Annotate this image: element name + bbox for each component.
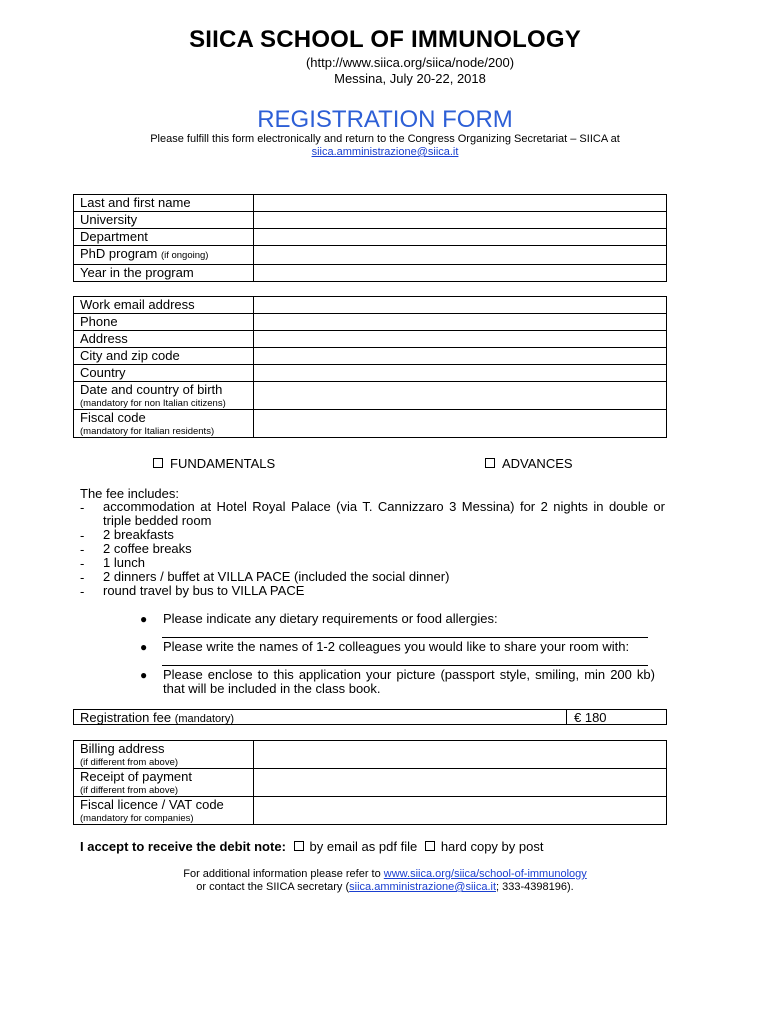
secretary-email-link[interactable]: siica.amministrazione@siica.it — [349, 881, 497, 893]
field-label: Last and first name — [74, 195, 254, 212]
dietary-answer-line[interactable] — [162, 637, 648, 638]
billing-table — [73, 740, 667, 825]
contact-info-table — [73, 296, 667, 438]
field-label: Fiscal code (mandatory for Italian residents) — [74, 410, 254, 438]
field-label: Fiscal licence / VAT code (mandatory for companies) — [74, 797, 254, 825]
school-website-link[interactable]: www.siica.org/siica/school-of-immunology — [383, 868, 587, 880]
bullet-icon: ● — [140, 612, 148, 626]
email-pdf-checkbox[interactable] — [294, 841, 304, 851]
name-input[interactable] — [254, 195, 667, 212]
field-label: Year in the program — [74, 265, 254, 282]
country-input[interactable] — [254, 365, 667, 382]
registration-fee-row — [73, 709, 667, 725]
field-label: Work email address — [74, 297, 254, 314]
event-dates: Messina, July 20-22, 2018 — [334, 71, 486, 86]
phd-program-input[interactable] — [254, 246, 667, 265]
bullet-icon: ● — [140, 668, 148, 682]
work-email-input[interactable] — [254, 297, 667, 314]
personal-info-table — [73, 194, 667, 282]
registration-fee-amount: € 180 — [574, 710, 607, 725]
phone-input[interactable] — [254, 314, 667, 331]
footer-line-2: or contact the SIICA secretary (siica.amministrazione@siica.it; 333-4398196). — [196, 881, 574, 893]
table-row — [74, 265, 667, 282]
table-row — [74, 229, 667, 246]
year-in-program-input[interactable] — [254, 265, 667, 282]
advances-checkbox[interactable] — [485, 458, 495, 468]
instructions-email-link[interactable]: siica.amministrazione@siica.it — [311, 146, 459, 158]
field-label: Country — [74, 365, 254, 382]
form-title: REGISTRATION FORM — [257, 106, 513, 133]
advances-option[interactable] — [485, 456, 573, 471]
email-pdf-label: by email as pdf file — [309, 839, 418, 854]
receipt-input[interactable] — [254, 769, 667, 797]
address-input[interactable] — [254, 331, 667, 348]
fiscal-vat-input[interactable] — [254, 797, 667, 825]
footer-line-1: For additional information please refer to www.siica.org/siica/school-of-immunology — [183, 868, 587, 880]
table-row — [74, 365, 667, 382]
page-title: SIICA SCHOOL OF IMMUNOLOGY — [189, 26, 581, 53]
table-row — [74, 797, 667, 825]
fundamentals-label: FUNDAMENTALS — [170, 456, 276, 471]
debit-note-label: I accept to receive the debit note — [80, 839, 282, 854]
table-row — [74, 246, 667, 265]
debit-note-row: I accept to receive the debit note: by email as pdf file hard copy by post — [80, 839, 544, 854]
table-row — [74, 741, 667, 769]
department-input[interactable] — [254, 229, 667, 246]
field-label: Department — [74, 229, 254, 246]
city-zip-input[interactable] — [254, 348, 667, 365]
school-url: (http://www.siica.org/siica/node/200) — [305, 55, 515, 70]
field-label: University — [74, 212, 254, 229]
hard-copy-label: hard copy by post — [440, 839, 544, 854]
fiscal-code-input[interactable] — [254, 410, 667, 438]
bullet-icon: ● — [140, 640, 148, 654]
field-label: Address — [74, 331, 254, 348]
field-label: Receipt of payment (if different from above) — [74, 769, 254, 797]
instructions-text: Please fulfill this form electronically and return to the Congress Organizing Secretariat – SIICA at — [150, 133, 620, 145]
fundamentals-option[interactable] — [153, 456, 275, 471]
table-row — [74, 212, 667, 229]
advances-label: ADVANCES — [502, 456, 573, 471]
field-label: City and zip code — [74, 348, 254, 365]
hard-copy-checkbox[interactable] — [425, 841, 435, 851]
table-row — [74, 382, 667, 410]
billing-address-input[interactable] — [254, 741, 667, 769]
university-input[interactable] — [254, 212, 667, 229]
field-label: Phone — [74, 314, 254, 331]
field-label: PhD program (if ongoing) — [74, 246, 254, 265]
registration-fee-label: Registration fee (mandatory) — [80, 710, 234, 725]
field-label: Billing address (if different from above) — [74, 741, 254, 769]
table-row — [74, 769, 667, 797]
table-row — [74, 410, 667, 438]
fee-intro: The fee includes: — [80, 486, 180, 501]
table-row — [74, 314, 667, 331]
table-row — [74, 297, 667, 314]
table-row — [74, 331, 667, 348]
fundamentals-checkbox[interactable] — [153, 458, 163, 468]
table-row — [74, 348, 667, 365]
birth-input[interactable] — [254, 382, 667, 410]
field-label: Date and country of birth (mandatory for non Italian citizens) — [74, 382, 254, 410]
roommates-answer-line[interactable] — [162, 665, 648, 666]
table-row — [74, 195, 667, 212]
